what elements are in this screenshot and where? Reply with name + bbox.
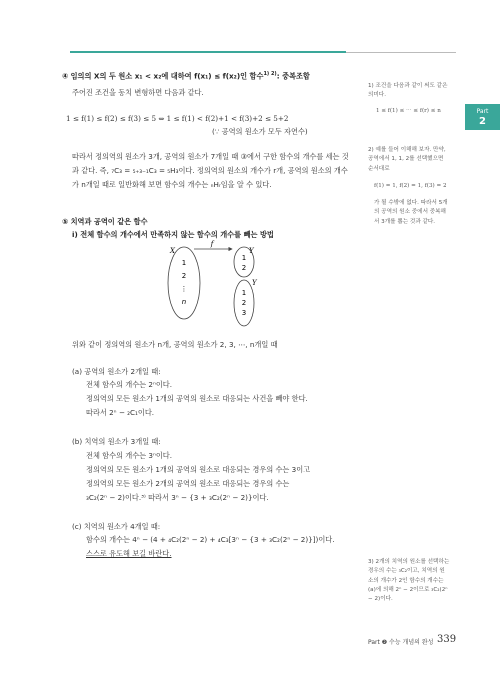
section4-intro: 주어진 조건을 동치 변형하면 다음과 같다. (72, 87, 204, 97)
section4-formula-2: (∵ 공역의 원소가 모두 자연수) (212, 126, 308, 136)
case-b-line: 전체 함수의 개수는 3ⁿ이다. (86, 450, 173, 460)
arrow-label-f: f (210, 240, 214, 249)
case-b-line: ₃C₂(2ⁿ − 2)이다.³⁾ 따라서 3ⁿ − {3 + ₃C₂(2ⁿ − 2)}이다. (86, 492, 269, 502)
part-tab-label: Part (476, 108, 489, 115)
case-b-title: (b) 치역의 원소가 3개일 때: (72, 437, 161, 447)
section5-lead: 위와 같이 정의역의 원소가 n개, 공역의 원소가 2, 3, ⋯, n개일 때 (72, 340, 278, 350)
section4-formula-1: 1 ≤ f(1) ≤ f(2) ≤ f(3) ≤ 5 ⇔ 1 ≤ f(1) < f(2)+1 < f(3)+2 ≤ 5+2 (66, 114, 289, 124)
side-note-2 (368, 146, 450, 227)
case-c-line: 스스로 유도해 보길 바란다. (86, 549, 172, 559)
side-note-1 (368, 82, 450, 116)
side-note-3-text: 3) 2개의 치역의 원소를 선택하는 경우의 수는 ₃C₂이고, 치역의 원소의 개수가 2인 함수의 개수는 (a)에 의해 2ⁿ − 2이므로 ₃C₂(2ⁿ − 2)이다. (368, 559, 450, 603)
case-a-line: 전체 함수의 개수는 2ⁿ이다. (86, 380, 173, 390)
section4-title-sup: 1) 2) (263, 71, 277, 77)
domain-item: n (181, 298, 187, 307)
side-note-2-text: 2) 예를 들어 이해해 보자. 만약, 공역에서 1, 1, 2를 선택했으면 순서대로 (368, 147, 446, 172)
domain-item: ⋮ (180, 285, 188, 294)
domain-item: 2 (181, 272, 187, 281)
side-note-1-formula: 1 ≤ f(1) ≤ ⋯ ≤ f(r) ≤ n (376, 107, 441, 114)
main-column (62, 68, 354, 561)
case-b-line: 정의역의 모든 원소가 1개의 공역의 원소로 대응되는 경우의 수는 3이고 (86, 464, 311, 474)
section4-paragraph: 따라서 정의역의 원소가 3개, 공역의 원소가 7개일 때 ③에서 구한 함수의 개수를 세는 것과 같다. 즉, ₇C₃ = ₅₊₃₋₁C₃ = ₅H₃이다. 정의역의 원소의 개수가 r개, 공역의 원소의 개수가 n개일 때로 일반화해 보면 함수의 개수는 ₙHᵣ임을 알 수 있다. (72, 152, 349, 190)
codomain-a-item: 2 (241, 264, 247, 273)
section4-title (62, 68, 354, 83)
section4-title-text: ④ 임의의 X의 두 원소 x₁ < x₂에 대하여 f(x₁) ≤ f(x₂)인 함수 (62, 71, 264, 81)
domain-label-X: X (170, 247, 175, 256)
side-note-2-formula: f(1) = 1, f(2) = 1, f(3) = 2 (374, 182, 447, 189)
footer-part: Part ❷ 수능 개념의 완성 (368, 639, 434, 646)
mapping-diagram (62, 240, 354, 325)
page-number: 339 (437, 634, 457, 645)
domain-item: 1 (181, 259, 187, 268)
case-a-title: (a) 공역의 원소가 2개일 때: (72, 366, 161, 376)
codomain-b-item: 2 (241, 299, 247, 308)
section5-title: ⑤ 치역과 공역이 같은 함수 (62, 217, 148, 227)
section5-subtitle: ⅰ) 전체 함수의 개수에서 만족하지 않는 함수의 개수를 빼는 방법 (72, 229, 274, 239)
case-a-line: 따라서 2ⁿ − ₂C₁이다. (86, 408, 155, 418)
header-rule-right (346, 52, 456, 53)
codomain-a-item: 1 (241, 254, 247, 263)
case-a-line: 정의역의 모든 원소가 1개의 공역의 원소로 대응되는 사건을 빼야 한다. (86, 394, 308, 404)
codomain-b-item: 1 (241, 289, 247, 298)
side-note-3 (368, 558, 450, 604)
case-c-line: 함수의 개수는 4ⁿ − (4 + ₄C₂(2ⁿ − 2) + ₄C₃[3ⁿ − {3 + ₃C₂(2ⁿ − 2)}])이다. (86, 535, 335, 545)
section4-title-tail: : 중복조합 (276, 71, 310, 81)
header-rule (70, 51, 346, 53)
codomain-label-Y: Y (249, 247, 254, 256)
domain-ellipse (168, 247, 200, 319)
codomain-b-item: 3 (241, 309, 247, 318)
side-note-1-text: 1) 조건을 다음과 같이 써도 같은 의미다. (368, 83, 448, 99)
side-note-2-tail: 가 될 수밖에 없다. 따라서 5개의 공역의 원소 중에서 중복해서 3개를 뽑는 것과 같다. (374, 200, 448, 225)
codomain-b-label-Y: Y (252, 279, 257, 288)
case-c-title: (c) 치역의 원소가 4개일 때: (72, 521, 161, 531)
part-tab (465, 104, 500, 130)
part-tab-number: 2 (479, 116, 486, 127)
case-b-line: 정의역의 모든 원소가 2개의 공역의 원소로 대응되는 경우의 수는 (86, 478, 290, 488)
